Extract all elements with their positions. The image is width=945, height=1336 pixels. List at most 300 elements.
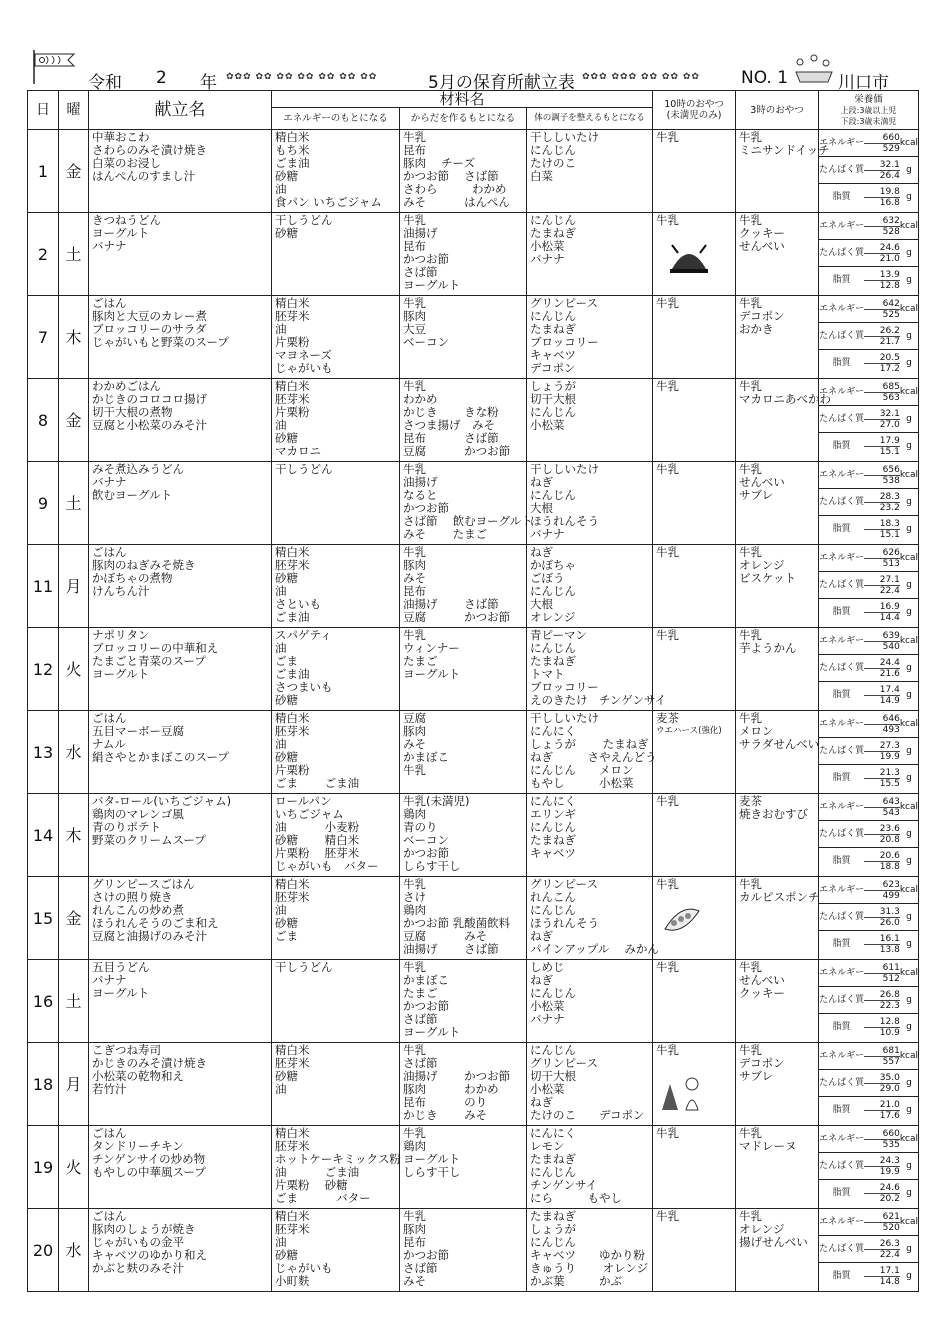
energy-row-lower: 563	[882, 392, 900, 403]
menu-cell-line: チンゲンサイの炒め物	[92, 1152, 206, 1166]
fat-row-values	[864, 682, 900, 709]
fat-row-label: 脂質	[832, 1105, 851, 1115]
energy-cell-line: 片栗粉	[275, 335, 310, 349]
body-cell-line: 油揚げ かつお節	[403, 1069, 511, 1083]
condition-cell-line: ねぎ	[530, 973, 553, 987]
nutrition-cell	[819, 213, 919, 296]
energy-row-upper: 623	[864, 880, 900, 891]
fat-row-unit: g	[906, 773, 912, 783]
body-cell	[400, 877, 527, 960]
energy-cell-line: 精白米	[275, 379, 310, 393]
table-row	[28, 296, 919, 379]
energy-cell-line: ホットケーキミックス粉	[275, 1152, 401, 1166]
nutrition-table	[819, 1209, 918, 1289]
body-cell-line: かつお節	[403, 1248, 449, 1262]
energy-cell-line: 胚芽米	[275, 309, 310, 323]
menu-header: 献立名	[89, 91, 272, 130]
body-cell-line: 鶏肉	[403, 807, 426, 821]
protein-row	[819, 572, 918, 599]
fat-row-lower: 14.8	[879, 1276, 900, 1287]
snack3-cell-line: 牛乳	[739, 628, 763, 642]
fat-row-label: 脂質	[832, 1188, 851, 1198]
energy-row-upper: 660	[864, 1129, 900, 1140]
body-cell-line: しらす干し	[403, 1165, 461, 1179]
body-cell-line: 昆布 さば節	[403, 431, 499, 445]
protein-row-lower: 27.0	[879, 419, 900, 430]
energy-cell-line: 胚芽米	[275, 558, 310, 572]
snack3-cell	[736, 545, 819, 628]
protein-row-values	[864, 821, 900, 848]
menu-cell-line: 豆腐と小松菜のみそ汁	[92, 418, 207, 432]
condition-cell-line: にんじん	[530, 1165, 576, 1179]
snack10-header	[653, 91, 736, 130]
condition-cell-line: にんじん	[530, 405, 576, 419]
energy-cell-line: 片栗粉 砂糖	[275, 1178, 348, 1192]
condition-cell-line: ねぎ	[530, 929, 553, 943]
nutrition-table	[819, 545, 918, 625]
weekday-cell: 土	[59, 960, 89, 1043]
nutrition-title: 栄養価	[854, 93, 883, 105]
nutrition-table	[819, 1043, 918, 1123]
condition-cell-line: グリンピース	[530, 1056, 598, 1070]
protein-row	[819, 821, 918, 848]
body-cell	[400, 462, 533, 545]
condition-cell	[527, 711, 657, 794]
protein-row-label: たんぱく質	[819, 1153, 864, 1180]
protein-row-upper: 28.3	[864, 492, 900, 503]
snack10-cell-line: 牛乳	[656, 960, 680, 974]
snack10-cell-line: 牛乳	[656, 877, 680, 891]
menu-cell	[89, 379, 272, 462]
energy-cell-line: 砂糖	[275, 431, 298, 445]
protein-row	[819, 157, 918, 184]
nutrition-table	[819, 711, 918, 791]
protein-row-unit: g	[900, 1070, 918, 1097]
table-row	[28, 1126, 919, 1209]
protein-row-label: たんぱく質	[819, 323, 864, 350]
energy-cell-line: ごま ごま油	[275, 776, 360, 790]
snack10-cell-line: 牛乳	[656, 379, 680, 393]
fat-row-unit: g	[906, 441, 912, 451]
body-cell-line: 牛乳	[403, 877, 426, 891]
menu-cell-line: バナナ	[92, 475, 127, 489]
menu-cell	[89, 794, 272, 877]
menu-cell-line: 白菜のお浸し	[92, 156, 161, 170]
pea-pod-icon	[662, 905, 702, 935]
body-cell-line: ヨーグルト	[403, 1025, 461, 1039]
body-cell-line: みそ たまご	[403, 527, 488, 541]
menu-cell	[89, 711, 272, 794]
snack3-cell-line: 麦茶	[739, 794, 763, 808]
fat-row	[819, 682, 918, 709]
energy-row-label: エネルギー	[819, 1126, 864, 1153]
decorative-flowers: ✿✿✿ ✿✿ ✿✿ ✿✿ ✿✿ ✿✿ ✿✿	[226, 72, 378, 82]
snack10-cell-line: 牛乳	[656, 628, 680, 642]
energy-row	[819, 213, 918, 240]
energy-row-unit: kcal	[900, 711, 918, 738]
table-row	[28, 545, 919, 628]
body-cell-line: たまご	[403, 986, 438, 1000]
condition-cell-line: ねぎ	[530, 475, 553, 489]
snack3-cell-line: 牛乳	[739, 960, 763, 974]
protein-row-upper: 26.2	[864, 326, 900, 337]
menu-table	[27, 90, 919, 1292]
energy-row-upper: 642	[864, 299, 900, 310]
nutrition-cell	[819, 1209, 919, 1292]
protein-row-lower: 20.8	[879, 834, 900, 845]
snack3-cell-line: クッキー	[739, 226, 786, 240]
menu-cell-line: 鶏肉のマレンゴ風	[92, 807, 184, 821]
condition-cell-line: 小松菜	[530, 999, 565, 1013]
body-cell-line: ウィンナー	[403, 641, 460, 655]
energy-row-label: エネルギー	[819, 296, 864, 323]
menu-rows	[28, 130, 919, 1292]
menu-cell-line: ブロッコリーの中華和え	[92, 641, 219, 655]
condition-cell-line: にら もやし	[530, 1191, 622, 1205]
energy-cell-line: 砂糖	[275, 693, 298, 707]
body-cell-line: 豆腐	[403, 711, 426, 725]
energy-row-values	[864, 213, 900, 240]
table-row	[28, 130, 919, 213]
body-cell-line: 豚肉	[403, 1222, 426, 1236]
energy-row	[819, 1043, 918, 1070]
energy-cell	[272, 1209, 400, 1292]
condition-cell	[527, 794, 653, 877]
energy-row-label: エネルギー	[819, 877, 864, 904]
snack3-cell	[736, 213, 819, 296]
energy-row-values	[864, 794, 900, 821]
condition-cell	[527, 296, 653, 379]
fat-row-lower: 17.2	[879, 363, 900, 374]
protein-row-values	[864, 1236, 900, 1263]
energy-row-values	[864, 462, 900, 489]
condition-cell-line: にんじん	[530, 143, 576, 157]
weekday-cell: 月	[59, 545, 89, 628]
menu-cell	[89, 462, 272, 545]
fat-row-upper: 17.4	[864, 685, 900, 696]
condition-cell-line: ねぎ	[530, 545, 553, 559]
body-cell-line: さつま揚げ みそ	[403, 418, 495, 432]
nutrition-cell	[819, 379, 919, 462]
fat-row-lower: 13.8	[879, 944, 900, 955]
energy-row-values	[864, 545, 900, 572]
year-label: 年	[200, 73, 217, 93]
menu-cell-line: けんちん汁	[92, 584, 150, 598]
condition-cell-line: トマト	[530, 667, 565, 681]
energy-row-values	[864, 1126, 900, 1153]
body-cell-line: 豚肉	[403, 558, 426, 572]
condition-cell-line: にんじん	[530, 986, 576, 1000]
body-cell-line: さば節	[403, 1012, 438, 1026]
energy-cell-line: マカロニ	[275, 444, 321, 458]
condition-cell-line: 干ししいたけ	[530, 130, 599, 144]
energy-row-unit: kcal	[900, 213, 918, 240]
energy-row-unit: kcal	[900, 960, 918, 987]
body-cell-line: 牛乳	[403, 130, 426, 144]
protein-row-unit: g	[900, 323, 918, 350]
fat-row-values	[864, 350, 900, 377]
snack10-cell	[653, 545, 736, 628]
fat-row-lower: 20.2	[879, 1193, 900, 1204]
era-label: 令和	[88, 73, 122, 93]
menu-cell-line: さけの照り焼き	[92, 890, 173, 904]
table-row	[28, 462, 919, 545]
protein-row-upper: 32.1	[864, 160, 900, 171]
nutrition-cell	[819, 130, 919, 213]
energy-cell-line: じゃがいも バター	[275, 859, 379, 873]
energy-cell-line: マヨネーズ	[275, 348, 332, 362]
fat-row-values	[864, 1014, 900, 1041]
energy-cell-line: 砂糖	[275, 571, 298, 585]
snack10-cell	[653, 960, 736, 1043]
energy-row	[819, 379, 918, 406]
energy-cell	[272, 379, 400, 462]
energy-cell-line: 片栗粉	[275, 405, 310, 419]
weekday-cell: 金	[59, 877, 89, 960]
fat-row	[819, 765, 918, 792]
snack3-cell-line: 牛乳	[739, 296, 763, 310]
weekday-cell: 木	[59, 296, 89, 379]
condition-cell	[527, 1209, 653, 1292]
condition-cell-line: たまねぎ	[530, 322, 576, 336]
body-cell-line: 油揚げ さば節	[403, 942, 499, 956]
page-title: 5月の保育所献立表	[428, 73, 575, 93]
energy-row-label: エネルギー	[819, 1043, 864, 1070]
energy-cell	[272, 1126, 400, 1209]
nutrition-table	[819, 1126, 918, 1206]
snack10-cell-line: 牛乳	[656, 296, 680, 310]
fat-row-unit: g	[906, 939, 912, 949]
body-cell-line: みそ	[403, 571, 426, 585]
protein-row-unit: g	[900, 1236, 918, 1263]
condition-cell-line: 小松菜	[530, 418, 565, 432]
condition-cell-line: もやし 小松菜	[530, 776, 634, 790]
snack3-cell-line: ビスケット	[739, 571, 796, 585]
snack10-cell	[653, 711, 736, 794]
protein-row-values	[864, 572, 900, 599]
day-cell: 16	[28, 960, 59, 1043]
energy-cell-line: 干しうどん	[275, 462, 333, 476]
energy-row	[819, 1209, 918, 1236]
condition-cell-line: ねぎ	[530, 1095, 553, 1109]
protein-row-values	[864, 904, 900, 931]
body-cell-line: ヨーグルト	[403, 278, 461, 292]
protein-row-unit: g	[900, 987, 918, 1014]
fat-row-label: 脂質	[832, 690, 851, 700]
energy-row-lower: 529	[882, 143, 900, 154]
condition-cell-line: にんじん メロン	[530, 763, 634, 777]
day-cell: 1	[28, 130, 59, 213]
energy-cell	[272, 877, 400, 960]
protein-row-upper: 24.4	[864, 658, 900, 669]
body-cell-line: かつお節	[403, 846, 449, 860]
condition-cell-line: しょうが たまねぎ	[530, 737, 649, 751]
fat-row	[819, 267, 918, 294]
energy-cell-line: 砂糖 精白米	[275, 833, 360, 847]
condition-cell-line: 小松菜	[530, 239, 565, 253]
fat-row-unit: g	[906, 524, 912, 534]
energy-cell-line: 胚芽米	[275, 724, 310, 738]
energy-header: エネルギーのもとになる	[272, 108, 400, 130]
protein-row-label: たんぱく質	[819, 157, 864, 184]
menu-cell-line: もやしの中華風スープ	[92, 1165, 206, 1179]
fat-row-lower: 10.9	[879, 1027, 900, 1038]
protein-row-lower: 22.4	[879, 585, 900, 596]
menu-cell	[89, 1126, 272, 1209]
snack3-cell-line: せんべい	[739, 239, 785, 253]
body-cell-line: 牛乳	[403, 1209, 426, 1223]
body-cell-line: 豆腐 かつお節	[403, 444, 511, 458]
snack10-subtitle: (未満児のみ)	[666, 110, 722, 121]
fat-row-upper: 17.1	[864, 1266, 900, 1277]
body-cell-line: 昆布 のり	[403, 1095, 488, 1109]
weekday-cell: 水	[59, 711, 89, 794]
condition-cell-line: レモン	[530, 1139, 565, 1153]
protein-row-unit: g	[900, 240, 918, 267]
condition-cell-line: 干ししいたけ	[530, 462, 599, 476]
snack3-cell	[736, 960, 819, 1043]
body-cell-line: 牛乳	[403, 545, 426, 559]
condition-cell-line: かぼちゃ	[530, 558, 576, 572]
menu-cell-line: みそ煮込みうどん	[92, 462, 184, 476]
menu-cell-line: 切干大根の煮物	[92, 405, 173, 419]
energy-cell	[272, 213, 400, 296]
energy-cell-line: 食パン いちごジャム	[275, 195, 382, 209]
energy-cell-line: 胚芽米	[275, 890, 310, 904]
menu-cell-line: ごはん	[92, 711, 127, 725]
snack3-cell-line: マドレーヌ	[739, 1139, 797, 1153]
protein-row	[819, 1070, 918, 1097]
menu-cell-line: じゃがいもの金平	[92, 1235, 184, 1249]
energy-row-label: エネルギー	[819, 960, 864, 987]
energy-cell-line: ごま油	[275, 156, 310, 170]
condition-cell-line: ブロッコリー	[530, 335, 599, 349]
menu-cell	[89, 628, 272, 711]
condition-cell-line: 小松菜	[530, 1082, 565, 1096]
condition-cell-line: にんじん	[530, 820, 576, 834]
snack10-cell-line: 牛乳	[656, 545, 680, 559]
condition-cell-line: ごぼう	[530, 571, 565, 585]
protein-row-upper: 32.1	[864, 409, 900, 420]
weekday-cell: 火	[59, 628, 89, 711]
energy-row-values	[864, 1043, 900, 1070]
menu-cell	[89, 213, 272, 296]
energy-row	[819, 1126, 918, 1153]
energy-row-lower: 557	[882, 1056, 900, 1067]
fat-row-lower: 18.8	[879, 861, 900, 872]
body-cell-line: みそ	[403, 1274, 426, 1288]
energy-row-upper: 681	[864, 1046, 900, 1057]
energy-cell-line: じゃがいも	[275, 361, 333, 375]
nutrition-cell	[819, 545, 919, 628]
fat-row-unit: g	[906, 607, 912, 617]
fat-row-lower: 14.9	[879, 695, 900, 706]
protein-row	[819, 240, 918, 267]
menu-cell-line: かぶと麸のみそ汁	[92, 1261, 184, 1275]
snack3-cell-line: おかき	[739, 322, 774, 336]
protein-row-lower: 26.0	[879, 917, 900, 928]
fat-row-label: 脂質	[832, 192, 851, 202]
energy-cell-line: 精白米	[275, 1043, 310, 1057]
energy-row-lower: 528	[882, 226, 900, 237]
energy-row-unit: kcal	[900, 877, 918, 904]
energy-row-values	[864, 960, 900, 987]
fat-row-unit: g	[906, 690, 912, 700]
energy-cell-line: 砂糖	[275, 1069, 298, 1083]
protein-row-values	[864, 489, 900, 516]
snack10-cell-line: 牛乳	[656, 213, 680, 227]
snack3-cell-line: 牛乳	[739, 462, 763, 476]
body-cell	[400, 1043, 527, 1126]
day-cell: 19	[28, 1126, 59, 1209]
condition-cell-line: えのきたけ チンゲンサイ	[530, 693, 667, 707]
nutrition-cell	[819, 1043, 919, 1126]
day-cell: 9	[28, 462, 59, 545]
body-cell-line: 豚肉	[403, 309, 426, 323]
protein-row-unit: g	[900, 157, 918, 184]
fat-row-upper: 17.9	[864, 436, 900, 447]
snack3-cell-line: メロン	[739, 724, 774, 738]
menu-cell	[89, 545, 272, 628]
nutrition-note-upper: 上段:3歳以上児	[840, 105, 897, 115]
energy-cell-line: 油	[275, 418, 287, 432]
body-cell-line: かつお節 さば節	[403, 169, 499, 183]
snack3-cell-line: マカロニあべかわ	[739, 392, 832, 406]
protein-row-unit: g	[900, 406, 918, 433]
fat-row-unit: g	[906, 1022, 912, 1032]
energy-cell-line: 干しうどん	[275, 960, 333, 974]
menu-cell-line: 豚肉のしょうが焼き	[92, 1222, 196, 1236]
condition-cell-line: グリンピース	[530, 296, 598, 310]
menu-cell	[89, 877, 272, 960]
day-cell: 2	[28, 213, 59, 296]
fat-row-label: 脂質	[832, 856, 851, 866]
condition-cell-line: たまねぎ	[530, 226, 576, 240]
protein-row-lower: 29.0	[879, 1083, 900, 1094]
city-name: 川口市	[838, 73, 889, 93]
protein-row	[819, 904, 918, 931]
condition-cell-line: かぶ葉 かぶ	[530, 1274, 622, 1288]
body-cell	[400, 1209, 527, 1292]
nutrition-cell	[819, 711, 919, 794]
menu-cell-line: ごはん	[92, 1209, 127, 1223]
body-cell-line: 昆布	[403, 584, 426, 598]
snack10-title: 10時のおやつ	[664, 99, 724, 110]
body-cell	[400, 545, 527, 628]
energy-row-upper: 643	[864, 797, 900, 808]
fat-row-unit: g	[906, 1188, 912, 1198]
energy-row-lower: 538	[882, 475, 900, 486]
energy-cell-line: 精白米	[275, 1126, 310, 1140]
snack3-cell-line: 牛乳	[739, 379, 763, 393]
nutrition-table	[819, 794, 918, 874]
protein-row-unit: g	[900, 738, 918, 765]
protein-row	[819, 655, 918, 682]
day-cell: 8	[28, 379, 59, 462]
energy-row-unit: kcal	[900, 462, 918, 489]
body-cell-line: かつお節 乳酸菌飲料	[403, 916, 511, 930]
menu-cell-line: 絹さやとかまぼこのスープ	[92, 750, 229, 764]
fat-row-upper: 24.6	[864, 1183, 900, 1194]
energy-cell-line: ごま油	[275, 667, 310, 681]
nutrition-cell	[819, 877, 919, 960]
snack3-cell-line: 揚げせんべい	[739, 1235, 808, 1249]
menu-cell-line: ごはん	[92, 1126, 127, 1140]
body-cell-line: 青のり	[403, 820, 438, 834]
body-cell-line: かまぼこ	[403, 973, 449, 987]
snack10-cell-line: 牛乳	[656, 130, 680, 144]
condition-cell-line: パインアップル みかん	[530, 942, 659, 956]
